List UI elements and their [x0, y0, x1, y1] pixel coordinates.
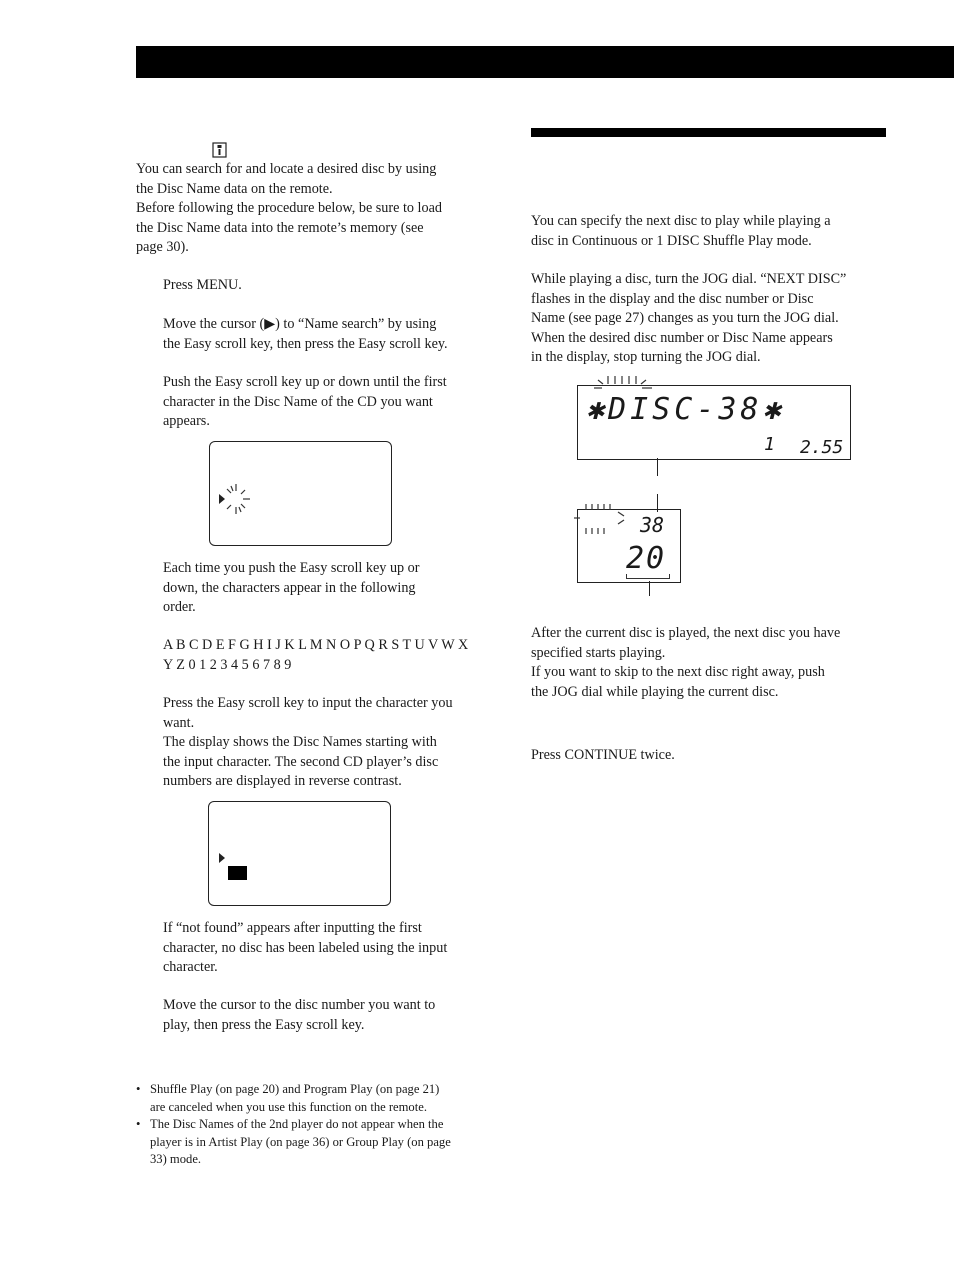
step-text: numbers are displayed in reverse contrast.: [163, 773, 402, 789]
char-order-line: A B C D E F G H I J K L M N O P Q R S T U V W X: [163, 637, 469, 653]
step-4: [163, 694, 503, 792]
display-small-track: 20: [626, 541, 667, 576]
after-text: If you want to skip to the next disc right away, push: [531, 664, 825, 680]
note-line: 33) mode.: [150, 1152, 202, 1166]
cancel-text: Press CONTINUE twice.: [531, 747, 675, 763]
left-intro: [136, 160, 496, 258]
display-disc-number: ✱DISC-38✱: [586, 392, 785, 427]
intro-line: the Disc Name data on the remote.: [136, 180, 333, 197]
step-text: flashes in the display and the disc number or Disc: [531, 290, 814, 307]
step-text: Name (see page 27) changes as you turn the JOG dial.: [531, 310, 839, 326]
note-item: [136, 1081, 496, 1117]
player-display: [577, 385, 851, 460]
step-text: want.: [163, 714, 195, 731]
step-text: play, then press the Easy scroll key.: [163, 1016, 365, 1033]
bullet-icon: •: [136, 1117, 141, 1131]
step-3-note: [163, 559, 503, 618]
callout-line: [649, 581, 650, 596]
intro-line: Before following the procedure below, be sure to load: [136, 200, 442, 216]
note-line: Shuffle Play (on page 20) and Program Play (on page 21): [150, 1082, 440, 1096]
intro-line: page 30).: [136, 239, 189, 255]
note-text: character, no disc has been labeled using the input: [163, 939, 448, 956]
header-bar: [136, 46, 954, 78]
step-2: [163, 315, 503, 354]
display-small-disc-number: 38: [640, 513, 665, 537]
step-text: Move the cursor to the disc number you want to: [163, 997, 436, 1013]
step-text: While playing a disc, turn the JOG dial. “NEXT DISC”: [531, 271, 847, 287]
step-text: the input character. The second CD player’s disc: [163, 753, 439, 770]
section-rule: [531, 128, 886, 137]
note-line: player is in Artist Play (on page 36) or Group Play (on page: [150, 1134, 451, 1149]
note-text: If “not found” appears after inputting the first: [163, 920, 422, 936]
bullet-icon: •: [136, 1082, 141, 1096]
step-text: the Easy scroll key, then press the Easy scroll key.: [163, 335, 448, 352]
right-intro: [531, 212, 891, 251]
cursor-arrow-icon: [218, 852, 226, 864]
intro-line: You can specify the next disc to play while playing a: [531, 213, 831, 229]
step-4-note: [163, 919, 503, 978]
after-text: After the current disc is played, the next disc you have: [531, 625, 841, 641]
step-text: The display shows the Disc Names starting with: [163, 734, 437, 750]
callout-line: [657, 458, 658, 476]
step-text: in the display, stop turning the JOG dial.: [531, 349, 761, 365]
blinking-cursor-icon: [214, 480, 254, 520]
step-5: [163, 996, 503, 1035]
display-track: 1: [764, 434, 775, 455]
after-text: specified starts playing.: [531, 644, 666, 661]
step-text: appears.: [163, 413, 210, 429]
step-text: Move the cursor (▶) to “Name search” by using: [163, 316, 437, 332]
display-time: 2.55: [800, 437, 844, 458]
note-text: Each time you push the Easy scroll key up or: [163, 560, 420, 576]
note-line: The Disc Names of the 2nd player do not appear when the: [150, 1117, 444, 1131]
reverse-contrast-disc-number: [228, 866, 247, 880]
step-1: [163, 276, 503, 296]
step-text: Push the Easy scroll key up or down until the first: [163, 374, 447, 390]
right-after: [531, 624, 896, 702]
note-item: [136, 1116, 496, 1170]
next-disc-flash-small-icon: [572, 502, 634, 536]
remote-display-2: [208, 801, 391, 906]
intro-line: the Disc Name data into the remote’s memory (see: [136, 219, 424, 236]
note-line: are canceled when you use this function on the remote.: [150, 1099, 427, 1114]
step-text: Press the Easy scroll key to input the character you: [163, 695, 453, 711]
right-cancel: [531, 746, 891, 766]
right-step: [531, 270, 891, 368]
after-text: the JOG dial while playing the current disc.: [531, 683, 779, 700]
note-text: down, the characters appear in the following: [163, 579, 416, 596]
intro-line: disc in Continuous or 1 DISC Shuffle Play mode.: [531, 232, 812, 249]
remote-display-small: [577, 509, 681, 583]
step-3: [163, 373, 503, 432]
character-order: [163, 636, 503, 675]
step-text: Press MENU.: [163, 277, 242, 293]
char-order-line: Y Z 0 1 2 3 4 5 6 7 8 9: [163, 656, 292, 673]
step-text: character in the Disc Name of the CD you want: [163, 393, 433, 410]
intro-line: You can search for and locate a desired disc by using: [136, 161, 437, 177]
step-text: When the desired disc number or Disc Name appears: [531, 329, 833, 346]
note-text: order.: [163, 599, 196, 615]
bracket: [626, 574, 670, 579]
remote-display-1: [209, 441, 392, 546]
remote-icon: [212, 142, 227, 158]
note-text: character.: [163, 959, 218, 975]
